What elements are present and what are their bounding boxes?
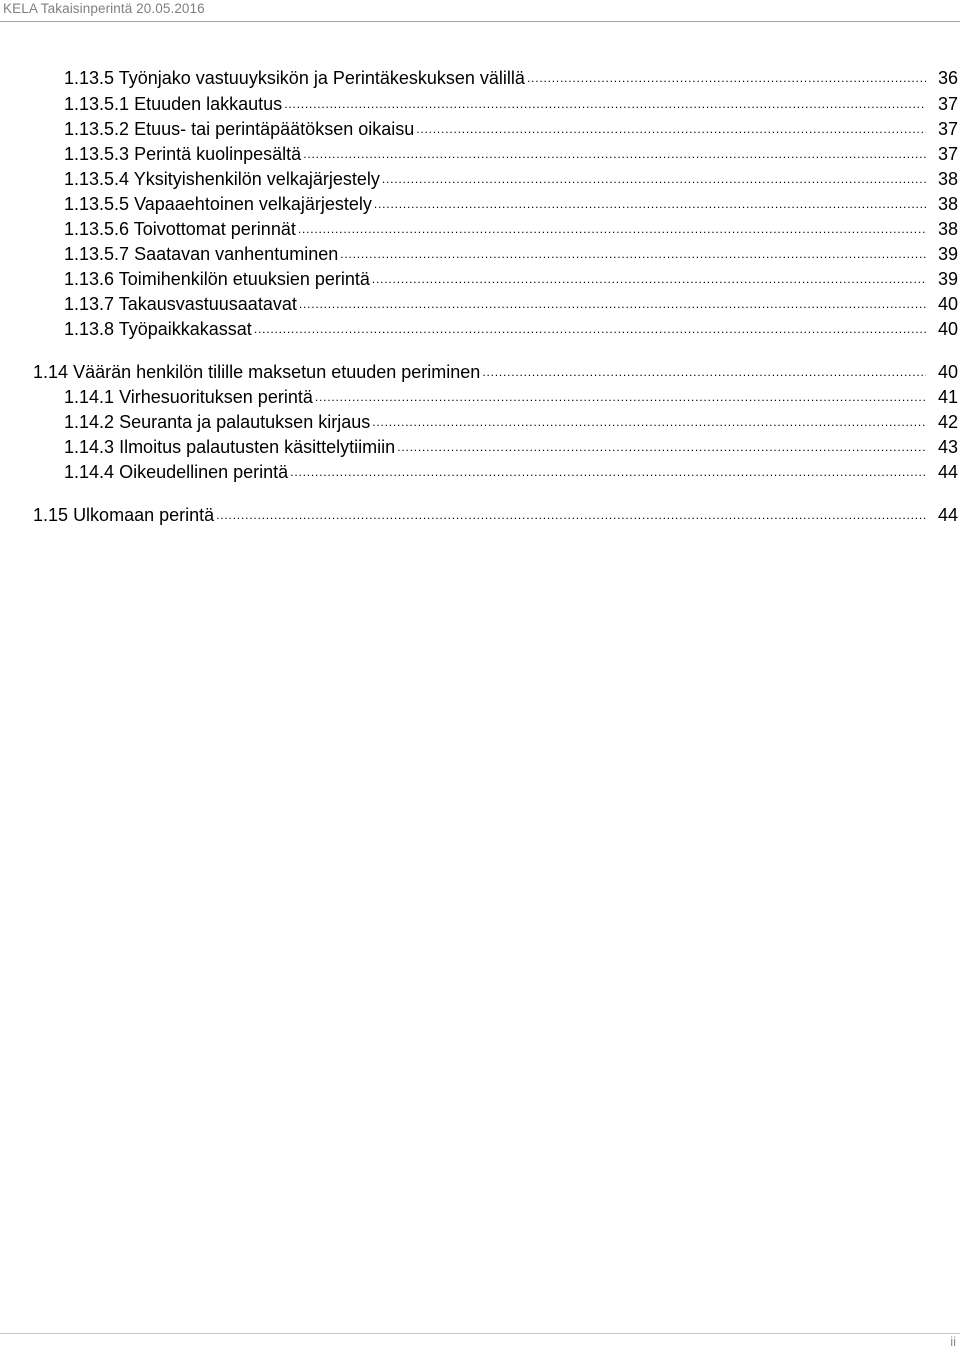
toc-entry-page: 38	[937, 194, 958, 214]
toc-entry-number: 1.14	[33, 362, 69, 382]
toc-entry-label	[64, 411, 370, 433]
toc-entry-number: 1.14.2	[64, 412, 115, 432]
toc-entry-page: 40	[937, 294, 958, 314]
toc-entry[interactable]	[33, 357, 958, 383]
toc-leader-dots	[414, 121, 926, 140]
toc-leader-dots	[372, 196, 926, 215]
toc-entry-number: 1.13.7	[64, 294, 115, 314]
toc-leader-dots	[301, 146, 926, 165]
toc-entry-page: 37	[937, 94, 958, 114]
toc-entry-title: Vapaaehtoinen velkajärjestely	[134, 194, 372, 214]
toc-entry-number: 1.13.5.1	[64, 94, 130, 114]
toc-entry-label	[64, 386, 313, 408]
toc-entry-title: Toivottomat perinnät	[133, 219, 296, 239]
toc-entry-label	[64, 461, 288, 483]
toc-entry-page: 39	[937, 269, 958, 289]
toc-entry-label	[64, 168, 380, 190]
toc-entry[interactable]	[64, 314, 958, 340]
toc-entry-number: 1.13.5.7	[64, 244, 130, 264]
toc-entry-number: 1.13.8	[64, 319, 115, 339]
toc-entry-title: Yksityishenkilön velkajärjestely	[133, 169, 380, 189]
toc-leader-dots	[214, 507, 926, 526]
toc-entry-title: Etuuden lakkautus	[134, 94, 283, 114]
toc-entry-label	[64, 143, 301, 165]
toc-entry-title: Ulkomaan perintä	[73, 505, 215, 525]
toc-leader-dots	[525, 70, 926, 89]
toc-entry-page: 41	[937, 387, 958, 407]
toc-entry-number: 1.13.5.5	[64, 194, 130, 214]
footer-divider	[0, 1333, 960, 1334]
toc-entry-page: 36	[937, 68, 958, 88]
toc-entry-title: Saatavan vanhentuminen	[134, 244, 339, 264]
toc-entry-title: Perintä kuolinpesältä	[134, 144, 302, 164]
toc-entry-title: Työnjako vastuuyksikön ja Perintäkeskuksen välillä	[118, 68, 525, 88]
toc-entry[interactable]	[64, 139, 958, 165]
toc-leader-dots	[313, 389, 926, 408]
toc-entry[interactable]	[64, 189, 958, 215]
toc-entry-title: Työpaikkakassat	[118, 319, 252, 339]
toc-entry-number: 1.13.5.6	[64, 219, 130, 239]
toc-entry-label	[64, 436, 395, 458]
toc-entry-page: 44	[937, 462, 958, 482]
toc-entry-title: Virhesuorituksen perintä	[119, 387, 313, 407]
toc-entry-number: 1.14.3	[64, 437, 115, 457]
toc-entry-number: 1.15	[33, 505, 69, 525]
toc-entry-title: Ilmoitus palautusten käsittelytiimiin	[119, 437, 396, 457]
toc-entry-label	[64, 268, 370, 290]
toc-entry-page: 42	[937, 412, 958, 432]
toc-entry[interactable]	[33, 500, 958, 526]
toc-entry-label	[33, 361, 480, 383]
toc-entry[interactable]	[64, 114, 958, 140]
toc-entry[interactable]	[64, 407, 958, 433]
header-divider	[0, 21, 960, 22]
toc-entry-page: 38	[937, 169, 958, 189]
toc-entry[interactable]	[64, 214, 958, 240]
toc-entry-label	[64, 193, 372, 215]
toc-leader-dots	[380, 171, 926, 190]
toc-entry-title: Seuranta ja palautuksen kirjaus	[119, 412, 371, 432]
toc-leader-dots	[288, 464, 926, 483]
toc-entry-label	[33, 504, 214, 526]
toc-entry-page: 37	[937, 144, 958, 164]
toc-leader-dots	[252, 321, 926, 340]
toc-leader-dots	[282, 96, 926, 115]
toc-entry[interactable]	[64, 432, 958, 458]
toc-entry-page: 43	[937, 437, 958, 457]
toc-entry-page: 39	[937, 244, 958, 264]
toc-entry-label	[64, 67, 525, 89]
toc-leader-dots	[297, 296, 926, 315]
toc-entry-label	[64, 318, 252, 340]
toc-leader-dots	[480, 364, 926, 383]
toc-entry[interactable]	[64, 457, 958, 483]
toc-entry-page: 37	[937, 119, 958, 139]
toc-entry-number: 1.13.6	[64, 269, 115, 289]
toc-entry-label	[64, 293, 297, 315]
document-header: KELA Takaisinperintä 20.05.2016	[3, 1, 205, 16]
toc-entry-title: Oikeudellinen perintä	[119, 462, 289, 482]
toc-entry[interactable]	[64, 289, 958, 315]
toc-leader-dots	[296, 221, 926, 240]
toc-entry[interactable]	[64, 239, 958, 265]
toc-entry-label	[64, 118, 414, 140]
toc-leader-dots	[370, 414, 926, 433]
toc-entry-label	[64, 243, 338, 265]
toc-entry[interactable]	[64, 89, 958, 115]
toc-entry-label	[64, 218, 296, 240]
toc-entry-page: 38	[937, 219, 958, 239]
toc-leader-dots	[370, 271, 926, 290]
toc-entry-number: 1.14.4	[64, 462, 115, 482]
toc-leader-dots	[338, 246, 926, 265]
toc-entry[interactable]	[64, 164, 958, 190]
toc-entry-title: Takausvastuusaatavat	[118, 294, 297, 314]
toc-entry-number: 1.13.5.4	[64, 169, 130, 189]
toc-entry[interactable]	[64, 382, 958, 408]
toc-entry-number: 1.13.5.3	[64, 144, 130, 164]
toc-entry-page: 40	[937, 319, 958, 339]
toc-entry-title: Etuus- tai perintäpäätöksen oikaisu	[134, 119, 415, 139]
toc-entry-title: Toimihenkilön etuuksien perintä	[118, 269, 370, 289]
toc-entry-page: 40	[937, 362, 958, 382]
toc-entry-number: 1.13.5.2	[64, 119, 130, 139]
toc-entry-label	[64, 93, 282, 115]
toc-leader-dots	[395, 439, 926, 458]
page-number: ii	[950, 1334, 956, 1349]
toc-entry[interactable]	[64, 264, 958, 290]
toc-entry-page: 44	[937, 505, 958, 525]
toc-entry-title: Väärän henkilön tilille maksetun etuuden periminen	[73, 362, 481, 382]
toc-entry-number: 1.13.5	[64, 68, 115, 88]
toc-entry[interactable]	[64, 63, 958, 89]
toc-entry-number: 1.14.1	[64, 387, 115, 407]
